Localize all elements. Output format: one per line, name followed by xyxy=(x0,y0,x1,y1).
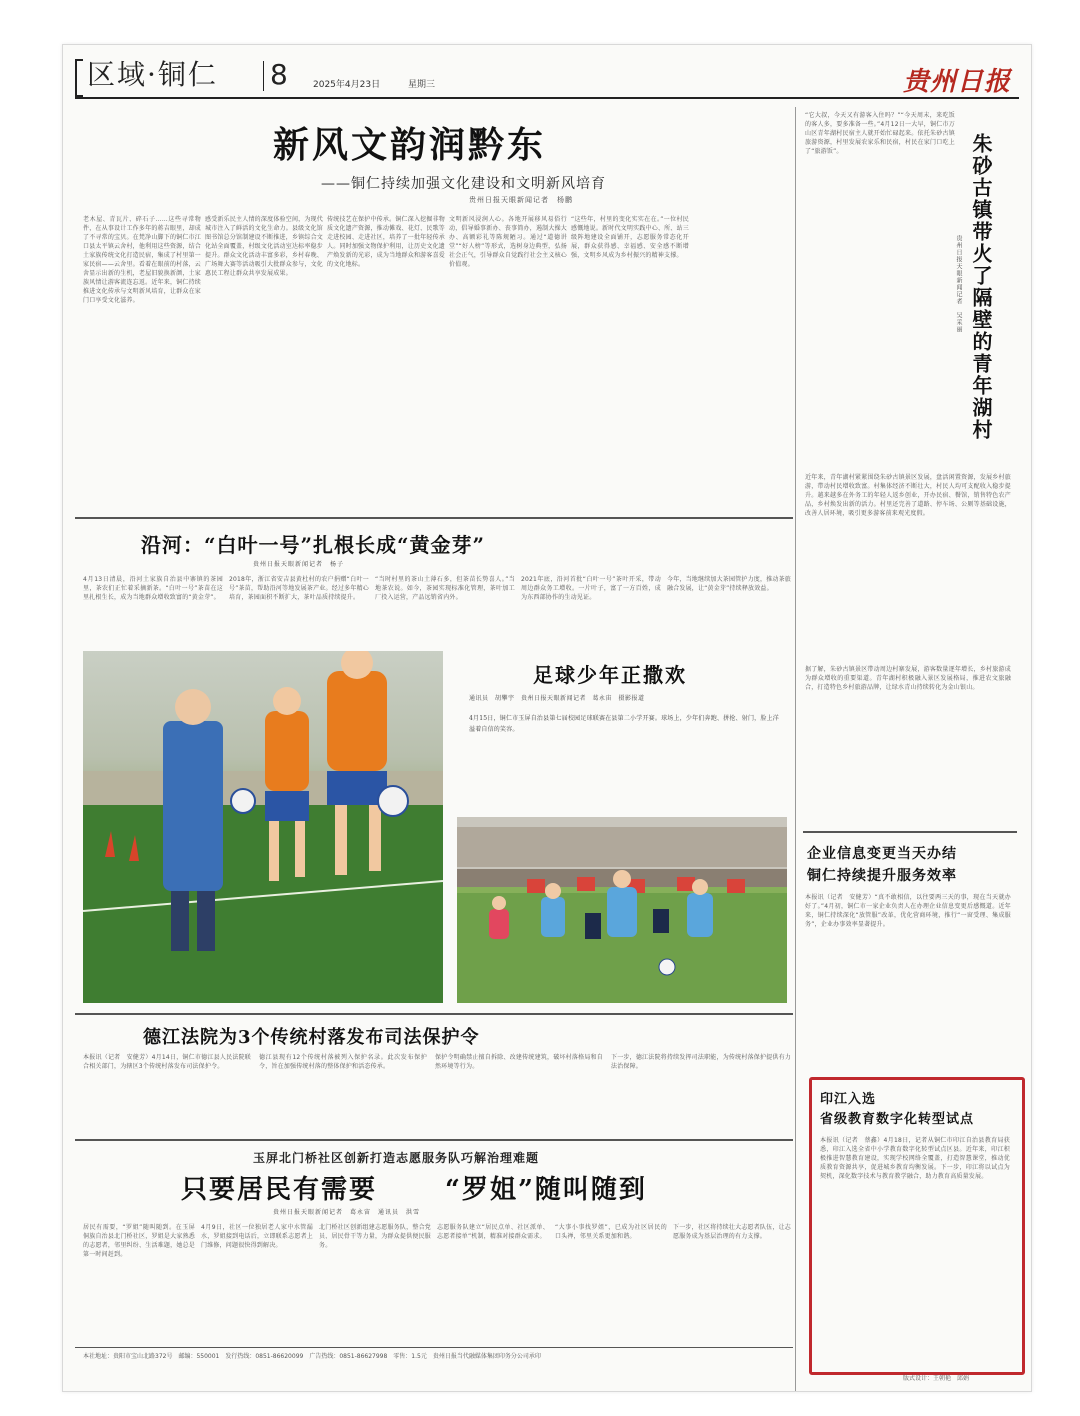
football-photo-main-art xyxy=(83,651,443,1003)
photo-story-byline: 通讯员 胡攀宇 贵州日报天眼新闻记者 葛永宙 摄影报道 xyxy=(469,695,645,702)
court-headline: 德江法院为3个传统村落发布司法保护令 xyxy=(143,1027,480,1048)
yinjiang-headline-2: 省级教育数字化转型试点 xyxy=(820,1112,975,1127)
football-photo-secondary-art xyxy=(457,817,787,1003)
volunteer-body-col3: 北门桥社区创新组建志愿服务队，整合党员、居民骨干等力量，为群众提供便民服务。 xyxy=(319,1224,431,1249)
volunteer-body-col4: 志愿服务队建立“居民点单、社区派单、志愿者接单”机制，精准对接群众需求。 xyxy=(437,1224,549,1240)
volunteer-kicker: 玉屏北门桥社区创新打造志愿服务队巧解治理难题 xyxy=(253,1151,540,1165)
newspaper-page xyxy=(62,44,1032,1392)
volunteer-body-col2: 4月9日，社区一位独居老人家中水管漏水，罗姐接到电话后，立即联系志愿者上门维修，问题很快得到解决。 xyxy=(201,1224,313,1249)
photo-bottom-rule xyxy=(75,1013,793,1015)
enterprise-headline-1: 企业信息变更当天办结 xyxy=(807,846,957,862)
issue-weekday: 星期三 xyxy=(408,80,436,90)
lead-body-col5: “这些年，村里的变化实实在在。”一位村民感慨地说。新时代文明实践中心、所、站三级阵地建设全面铺开，志愿服务常态化开展，群众获得感、幸福感、安全感不断增强，文明乡风成为乡村振兴的精神支撑。 xyxy=(571,216,689,259)
volunteer-body-col5: “大事小事找罗姐”，已成为社区居民的口头禅，邻里关系更加和谐。 xyxy=(555,1224,667,1240)
story2-body-col3: “当时村里的茶山土薄石多，但茶苗长势喜人。”当地茶农说。如今，茶园实现标准化管理，茶叶加工厂投入运营，产品远销省内外。 xyxy=(375,576,515,601)
court-bottom-rule xyxy=(75,1139,793,1141)
story2-body-col5: 今年，当地继续加大茶园管护力度，推动茶旅融合发展，让“黄金芽”持续释放效益。 xyxy=(667,576,792,592)
volunteer-headline-2: “罗姐”随叫随到 xyxy=(445,1175,647,1205)
lead-subtitle: ——铜仁持续加强文化建设和文明新风培育 xyxy=(321,176,606,192)
enterprise-body: 本报讯（记者 安健芳）“真不敢相信，以往要两三天的事，现在当天就办好了。”4月初，铜仁市一家企业负责人在办理企业信息变更后感慨道。近年来，铜仁持续深化“放管服”改革，优化营商环境，推行“一窗受理、集成服务”，企业办事效率显著提升。 xyxy=(805,894,1011,928)
court-body-col1: 本报讯（记者 安健芳）4月14日，铜仁市德江县人民法院联合相关部门，为辖区3个传统村落发布司法保护令。 xyxy=(83,1054,251,1070)
right-column-body-mid: 据了解，朱砂古镇景区带动周边村寨发展，游客数量逐年增长，乡村旅游成为群众增收的重要渠道。青年湖村积极融入景区发展格局，推进农文旅融合，打造特色乡村旅游品牌，让绿水青山持续转化为金山银山。 xyxy=(805,666,1011,691)
issue-date: 2025年4月23日 xyxy=(313,80,381,90)
footer-rule xyxy=(75,1347,793,1348)
editor-credit: 版式设计：王朝艳 邱娟 xyxy=(903,1375,970,1382)
volunteer-body-col1: 居民有需要，“罗姐”随叫随到。在玉屏侗族自治县北门桥社区，罗姐是大家熟悉的志愿者，邻里纠纷、生活难题，她总是第一时间赶到。 xyxy=(83,1224,195,1258)
side-story-body-top: “它大叔，今天又有游客入住吗？”“今天周末，来吃饭的客人多，要多准备一些。”4月12日一大早，铜仁市万山区青年湖村民宿主人就开始忙碌起来。依托朱砂古镇旅游资源，村里发展农家乐和民宿，村民在家门口吃上了“旅游饭”。 xyxy=(805,112,955,155)
photo-story-headline: 足球少年正撒欢 xyxy=(533,663,687,687)
volunteer-headline-1: 只要居民有需要 xyxy=(181,1175,378,1205)
section-title: 区域·铜仁 xyxy=(87,58,218,91)
lead-headline: 新风文韵润黔东 xyxy=(273,124,547,166)
volunteer-body-col6: 下一步，社区将持续壮大志愿者队伍，让志愿服务成为基层治理的有力支撑。 xyxy=(673,1224,791,1240)
lead-bottom-rule xyxy=(75,517,793,519)
football-photo-main xyxy=(83,651,443,1003)
yinjiang-body: 本报讯（记者 蔡鑫）4月18日，记者从铜仁市印江自治县教育局获悉，印江入选全省中小学教育数字化转型试点区县。近年来，印江积极推进智慧教育建设，实现学校网络全覆盖，打造智慧课堂，推动优质教育资源共享，促进城乡教育均衡发展。下一步，印江将以试点为契机，深化数字技术与教育教学融合，助力教育高质量发展。 xyxy=(820,1137,1010,1180)
court-body-col2: 德江县现有12个传统村落被列入保护名录。此次发布保护令，旨在加强传统村落的整体保护和活态传承。 xyxy=(259,1054,427,1070)
volunteer-byline: 贵州日报天眼新闻记者 葛永宙 通讯员 洪雪 xyxy=(273,1209,421,1216)
newspaper-logo: 贵州日报 xyxy=(903,67,1012,97)
story2-body-col2: 2018年，浙江省安吉县黄杜村的农户捐赠“白叶一号”茶苗，帮助沿河等地发展茶产业。经过多年精心培育，茶园面积不断扩大，茶叶品质持续提升。 xyxy=(229,576,369,601)
masthead-rule xyxy=(75,97,1019,99)
side-story-byline: 贵州日报天眼新闻记者 吴采丽 xyxy=(955,235,962,333)
story2-byline: 贵州日报天眼新闻记者 杨子 xyxy=(253,561,345,568)
enterprise-headline-2: 铜仁持续提升服务效率 xyxy=(807,868,957,884)
story2-body-col4: 2021年底，沿河首批“白叶一号”茶叶开采，带动周边群众务工增收。一片叶子，富了一方百姓，成为东西部协作的生动见证。 xyxy=(521,576,661,601)
footer-info: 本社地址：贵阳市宝山北路372号 邮编：550001 发行热线：0851-86620099 广告热线：0851-86627998 零售：1.5元 贵州日报当代融媒体集团印务分公司承印 xyxy=(83,1353,541,1360)
section-bracket xyxy=(75,59,83,97)
lead-body-col2: 感受新乐民主人情的深度体验空间，为现代城市注入了鲜活的文化生命力。县级文化馆图书馆总分馆制建设不断推进，乡镇综合文化站全面覆盖，村级文化活动室达标率稳步提升。群众文化活动丰富多彩，乡村春晚、广场舞大赛等活动吸引大批群众参与，文化惠民工程让群众共享发展成果。 xyxy=(205,216,323,277)
court-body-col3: 保护令明确禁止擅自拆除、改建传统建筑，破坏村落格局和自然环境等行为。 xyxy=(435,1054,603,1070)
story2-headline: 沿河：“白叶一号”扎根长成“黄金芽” xyxy=(141,533,486,557)
story2-body-col1: 4月13日清晨，沿河土家族自治县中寨镇的茶园里，茶农们正忙着采摘新茶。“白叶一号”茶苗在这里扎根生长，成为当地群众增收致富的“黄金芽”。 xyxy=(83,576,223,601)
lead-body-col3: 传统技艺在保护中传承。铜仁深入挖掘非物质文化遗产资源，推动傩戏、花灯、民歌等走进校园、走进社区，培养了一批年轻传承人。同时加强文物保护利用，让历史文化遗产焕发新的光彩，成为当地群众和游客喜爱的文化地标。 xyxy=(327,216,445,268)
lead-body-col4: 文明新风浸润人心。各地开展移风易俗行动，倡导婚事新办、丧事简办，遏制大操大办、高额彩礼等陈规陋习。通过“道德讲堂”“好人榜”等形式，选树身边典型，弘扬社会正气，引导群众自觉践行社会主义核心价值观。 xyxy=(449,216,567,268)
yinjiang-headline-1: 印江入选 xyxy=(820,1092,877,1107)
masthead xyxy=(63,45,1031,101)
football-photo-secondary xyxy=(457,817,787,1003)
page-divider xyxy=(263,61,264,91)
side-story-headline: 朱砂古镇带火了隔壁的青年湖村 xyxy=(969,133,993,441)
right-rule-1 xyxy=(803,831,1017,833)
lead-body-col1: 老木屋、青瓦片、碎石子……这些寻常物件，在从事设计工作多年的蒋吉眼里，却成了不寻常的宝贝。在梵净山脚下的铜仁市江口县太平镇云舍村，他利用这些资源，结合土家族传统文化打造民宿，集成了村里第一家民宿——云舍里。看着在眼前的村落，云舍显示出新的生机，老屋旧貌换新颜，土家族风情让游客流连忘返。近年来，铜仁持续推进文化传承与文明新风培育，让群众在家门口享受文化滋养。 xyxy=(83,216,201,304)
column-rule-right xyxy=(795,107,796,1392)
photo-story-caption: 4月15日，铜仁市玉屏自治县第七届校园足球联赛在县第二小学开赛。球场上，少年们奔跑、拼抢、射门，脸上洋溢着自信的笑容。 xyxy=(469,715,779,733)
lead-byline: 贵州日报天眼新闻记者 杨鹏 xyxy=(469,196,573,204)
page-number: 8 xyxy=(270,58,288,91)
side-story-body-bottom: 近年来，青年湖村紧紧围绕朱砂古镇景区发展，盘活闲置资源，发展乡村旅游，带动村民增收致富。村集体经济不断壮大，村民人均可支配收入稳步提升。越来越多在外务工的年轻人返乡创业，开办民宿、餐馆，销售特色农产品，乡村焕发出新的活力。村里还完善了道路、停车场、公厕等基础设施，改善人居环境，吸引更多游客前来观光度假。 xyxy=(805,474,1011,517)
yinjiang-box xyxy=(809,1077,1025,1375)
court-body-col4: 下一步，德江法院将持续发挥司法职能，为传统村落保护提供有力法治保障。 xyxy=(611,1054,791,1070)
